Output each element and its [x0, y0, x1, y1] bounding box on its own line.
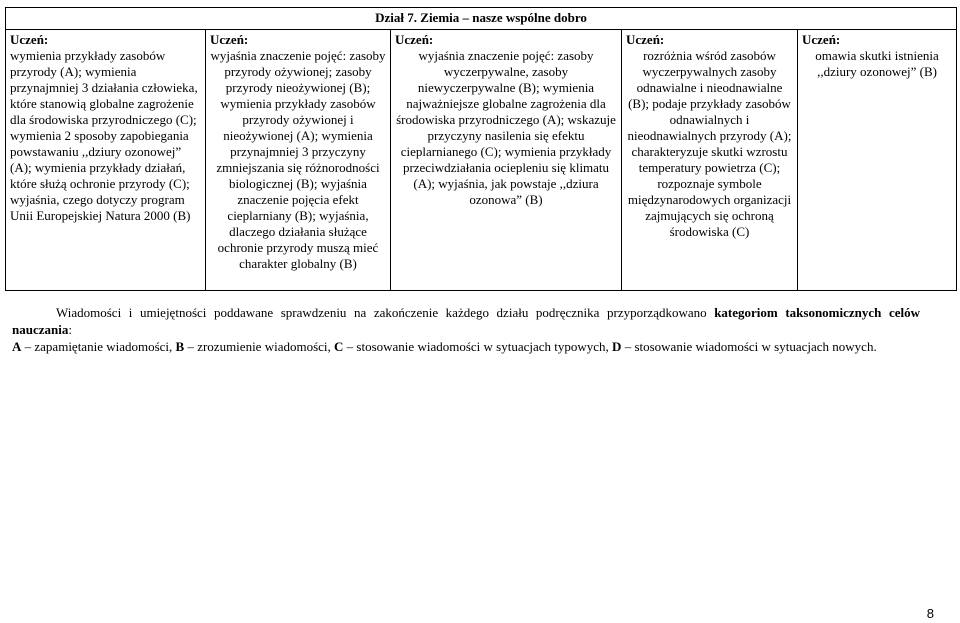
level-text: – zapamiętanie wiadomości,	[21, 339, 176, 354]
footnote-bold: kategoriom taksonomicznych celów nauczania	[12, 305, 920, 337]
level-letter: C	[334, 339, 344, 354]
taxonomy-footnote	[12, 304, 920, 355]
grade-column-3	[391, 30, 622, 291]
column-label: Uczeń:	[395, 32, 434, 47]
level-text: – stosowanie wiadomości w sytuacjach typowych,	[343, 339, 613, 354]
grade-column-1	[6, 30, 206, 291]
level-text: – stosowanie wiadomości w sytuacjach nowych.	[621, 339, 877, 354]
grade-column-4	[622, 30, 798, 291]
requirements-row	[6, 30, 957, 291]
column-label: Uczeń:	[626, 32, 665, 47]
page-number: 8	[926, 606, 934, 621]
column-text: wyjaśnia znaczenie pojęć: zasoby wyczerpywalne, zasoby niewyczerpywalne (B); wymienia najważniejsze globalne zagrożenia dla środowiska przyrodniczego (A); wskazuje przyczyny nasilenia się efektu cieplarnianego (C); wymienia przykłady przeciwdziałania ociepleniu się klimatu (A); wyjaśnia, jak powstaje ,,dziura ozonowa” (B)	[396, 48, 616, 207]
column-label: Uczeń:	[10, 32, 49, 47]
level-text: – zrozumienie wiadomości,	[184, 339, 335, 354]
column-text: wymienia przykłady zasobów przyrody (A); wymienia przynajmniej 3 działania człowieka, które stanowią globalne zagrożenie dla środowiska przyrodniczego (C); wymienia 2 sposoby zapobiegania powstawaniu ,,dziury ozonowej” (A); wymienia przykłady działań, które służą ochronie przyrody (C); wyjaśnia, czego dotyczy program Unii Europejskiej Natura 2000 (B)	[10, 48, 198, 223]
section-title: Dział 7. Ziemia – nasze wspólne dobro	[6, 8, 957, 30]
footnote-intro: Wiadomości i umiejętności poddawane sprawdzeniu na zakończenie każdego działu podręcznika przyporządkowano	[56, 305, 715, 320]
footnote-colon: :	[68, 322, 72, 337]
level-letter: A	[12, 339, 22, 354]
level-letter: B	[175, 339, 185, 354]
column-text: omawia skutki istnienia ,,dziury ozonowej” (B)	[815, 48, 939, 79]
grade-column-2	[206, 30, 391, 291]
column-text: rozróżnia wśród zasobów wyczerpywalnych zasoby odnawialne i nieodnawialne (B); podaje przykłady zasobów odnawialnych i nieodnawialnych przyrody (A); charakteryzuje skutki wzrostu temperatury powietrza (C); rozpoznaje symbole międzynarodowych organizacji zajmujących się ochroną środowiska (C)	[627, 48, 792, 239]
section-header-row	[6, 8, 957, 30]
column-text: wyjaśnia znaczenie pojęć: zasoby przyrody ożywionej; zasoby przyrody nieożywionej (B); wymienia przykłady zasobów przyrody ożywionej i nieożywionej (A); wymienia przynajmniej 3 przyczyny zmniejszania się różnorodności biologicznej (B); wyjaśnia znaczenie pojęcia efekt cieplarniany (B); wyjaśnia, dlaczego działania służące ochronie przyrody muszą mieć charakter globalny (B)	[210, 48, 386, 271]
level-letter: D	[612, 339, 622, 354]
requirements-table	[5, 7, 957, 291]
column-label: Uczeń:	[802, 32, 841, 47]
grade-column-5	[798, 30, 957, 291]
column-label: Uczeń:	[210, 32, 249, 47]
